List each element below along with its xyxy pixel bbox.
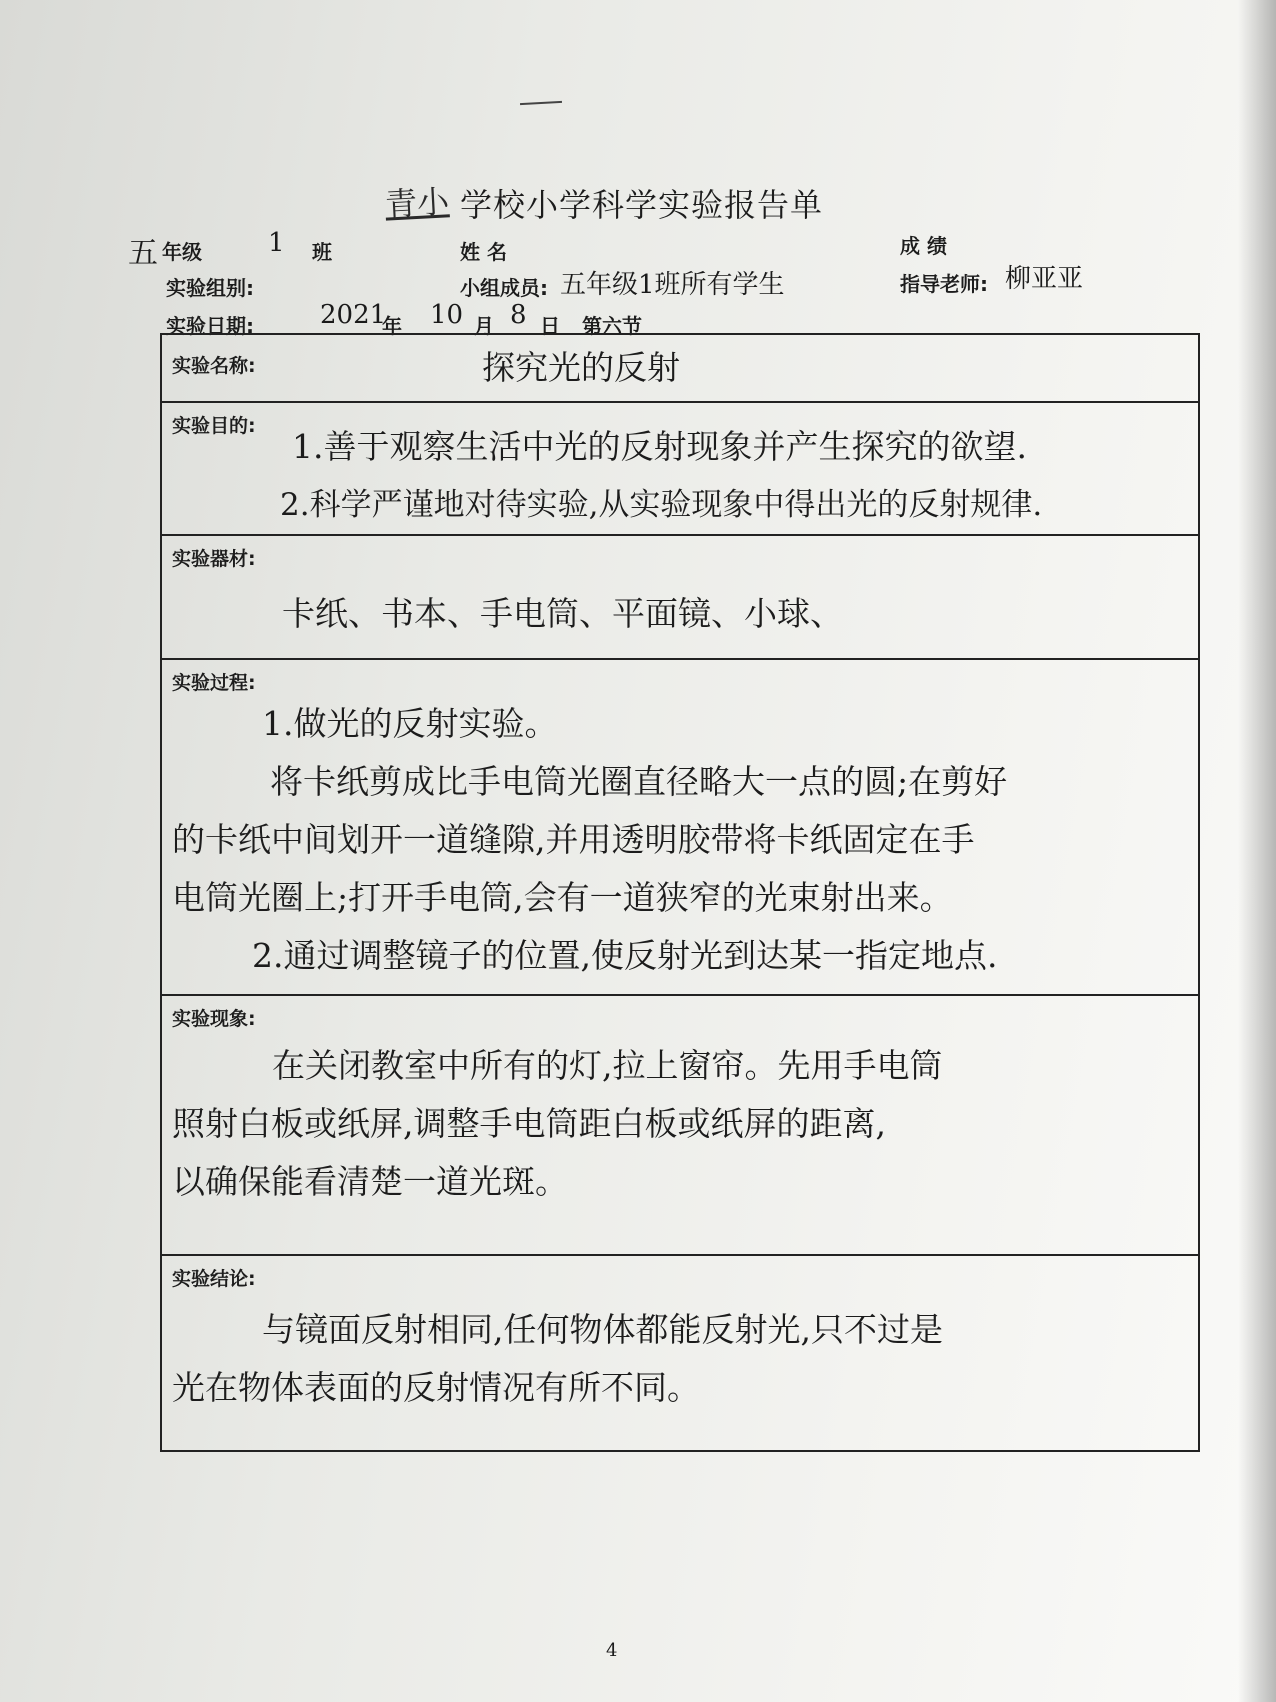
phenomenon-line: 在关闭教室中所有的灯,拉上窗帘。先用手电筒 <box>272 1046 943 1085</box>
period: 第六节 <box>582 314 642 338</box>
group-label: 实验组别: <box>166 276 254 300</box>
process-line: 1.做光的反射实验。 <box>262 704 558 743</box>
process-line: 将卡纸剪成比手电筒光圈直径略大一点的圆;在剪好 <box>270 762 1008 801</box>
section-label: 实验结论: <box>172 1268 256 1290</box>
phenomenon-line: 照射白板或纸屏,调整手电筒距白板或纸屏的距离, <box>172 1104 886 1143</box>
phenomenon-line: 以确保能看清楚一道光斑。 <box>172 1162 568 1201</box>
date-month: 10 <box>430 300 464 330</box>
date-day: 8 <box>510 300 527 330</box>
page-number: 4 <box>606 1640 618 1661</box>
name-line: 探究光的反射 <box>482 348 680 387</box>
section-label: 实验名称: <box>172 355 256 377</box>
materials-line: 卡纸、书本、手电筒、平面镜、小球、 <box>282 594 843 633</box>
report-table <box>160 333 1200 1452</box>
section-conclusion <box>161 1255 1199 1451</box>
members-value: 五年级1班所有学生 <box>560 270 785 300</box>
teacher-label: 指导老师: <box>900 272 988 296</box>
section-label: 实验器材: <box>172 548 256 570</box>
month-label: 月 <box>474 314 494 338</box>
process-line: 2.通过调整镜子的位置,使反射光到达某一指定地点. <box>252 936 998 975</box>
grade-value: 五 <box>128 236 158 271</box>
purpose-line: 2.科学严谨地对待实验,从实验现象中得出光的反射规律. <box>280 487 1043 523</box>
section-process <box>161 659 1199 995</box>
process-line: 的卡纸中间划开一道缝隙,并用透明胶带将卡纸固定在手 <box>172 820 975 859</box>
day-label: 日 <box>540 314 560 338</box>
process-line: 电筒光圈上;打开手电筒,会有一道狭窄的光束射出来。 <box>172 878 953 917</box>
section-phenomenon <box>161 995 1199 1255</box>
conclusion-line: 光在物体表面的反射情况有所不同。 <box>172 1368 700 1407</box>
school-name-handwritten: 青小 <box>384 182 451 224</box>
section-name <box>161 334 1199 402</box>
section-label: 实验目的: <box>172 415 256 437</box>
year-label: 年 <box>382 314 402 338</box>
teacher-value: 柳亚亚 <box>1005 264 1084 294</box>
conclusion-line: 与镜面反射相同,任何物体都能反射光,只不过是 <box>262 1310 943 1349</box>
section-label: 实验现象: <box>172 1008 256 1030</box>
class-value: 1 <box>268 228 285 258</box>
section-purpose <box>161 402 1199 535</box>
page-edge-shadow <box>1238 0 1276 1702</box>
section-label: 实验过程: <box>172 672 256 694</box>
pen-mark <box>520 101 562 105</box>
section-materials <box>161 535 1199 659</box>
purpose-line: 1.善于观察生活中光的反射现象并产生探究的欲望. <box>292 427 1027 466</box>
name-label: 姓 名 <box>460 240 507 264</box>
grade-label: 年级 <box>162 240 202 264</box>
date-year: 2021 <box>320 300 387 330</box>
members-label: 小组成员: <box>460 276 548 300</box>
date-label: 实验日期: <box>166 314 254 338</box>
page-title: 学校小学科学实验报告单 <box>460 186 824 224</box>
score-label: 成 绩 <box>900 234 947 258</box>
class-label: 班 <box>312 240 332 264</box>
